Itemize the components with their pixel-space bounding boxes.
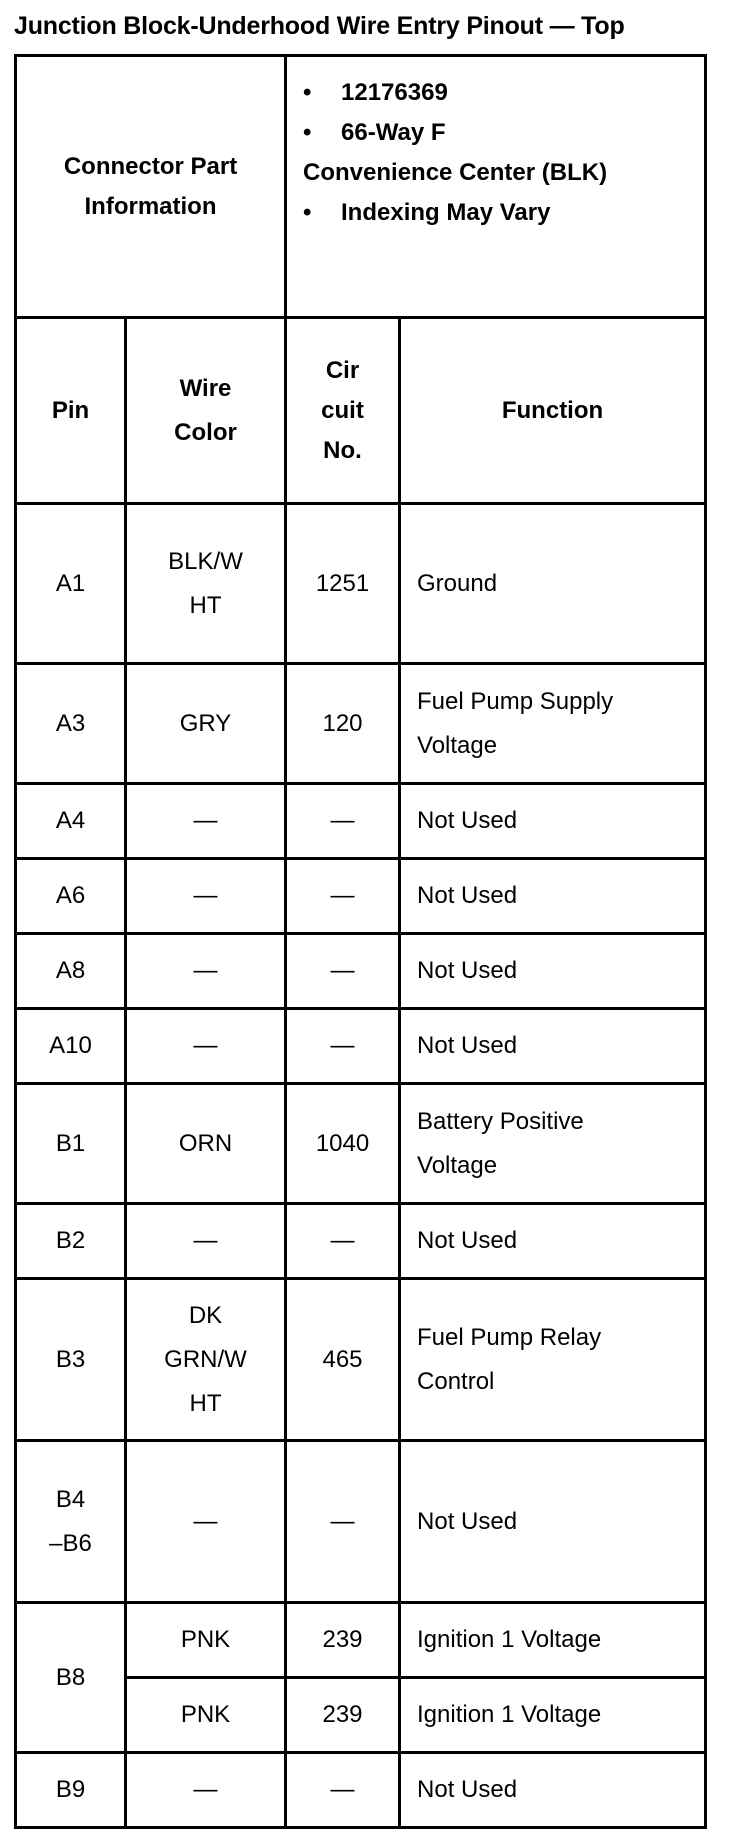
description-text: Convenience Center (BLK): [303, 159, 608, 186]
pin-cell: A1: [16, 504, 126, 664]
connector-info-list: [286, 56, 706, 318]
connector-info-row: [16, 56, 706, 318]
header-row: [16, 318, 706, 504]
wire-color-cell: —: [126, 1753, 286, 1828]
table-row: [16, 1084, 706, 1204]
pin-cell: B4 –B6: [16, 1441, 126, 1603]
wire-color-cell: GRY: [126, 664, 286, 784]
table-row: [16, 934, 706, 1009]
function-cell: Fuel Pump Supply Voltage: [400, 664, 706, 784]
header-wire-color: Wire Color: [126, 318, 286, 504]
circuit-cell: 1040: [286, 1084, 400, 1204]
table-row: [16, 504, 706, 664]
function-cell: Not Used: [400, 784, 706, 859]
function-cell: Not Used: [400, 859, 706, 934]
circuit-cell: 239: [286, 1678, 400, 1753]
table-row: [16, 664, 706, 784]
function-cell: Not Used: [400, 1441, 706, 1603]
function-cell: Not Used: [400, 1204, 706, 1279]
table-row: [16, 1204, 706, 1279]
table-row: [16, 859, 706, 934]
indexing-item: • Indexing May Vary: [303, 199, 551, 226]
function-cell: Battery Positive Voltage: [400, 1084, 706, 1204]
function-cell: Ignition 1 Voltage: [400, 1603, 706, 1678]
pin-cell: B1: [16, 1084, 126, 1204]
pin-cell: A10: [16, 1009, 126, 1084]
circuit-cell: —: [286, 1753, 400, 1828]
wire-color-cell: PNK: [126, 1603, 286, 1678]
wire-color-cell: ORN: [126, 1084, 286, 1204]
circuit-cell: —: [286, 859, 400, 934]
pin-cell: B2: [16, 1204, 126, 1279]
circuit-cell: 239: [286, 1603, 400, 1678]
circuit-cell: 465: [286, 1279, 400, 1441]
wire-color-cell: —: [126, 1441, 286, 1603]
circuit-cell: 1251: [286, 504, 400, 664]
circuit-cell: —: [286, 784, 400, 859]
pinout-table: [14, 54, 707, 1829]
header-pin: Pin: [16, 318, 126, 504]
circuit-cell: 120: [286, 664, 400, 784]
table-row: [16, 784, 706, 859]
wire-color-cell: DK GRN/W HT: [126, 1279, 286, 1441]
function-cell: Ignition 1 Voltage: [400, 1678, 706, 1753]
table-row: [16, 1279, 706, 1441]
function-cell: Not Used: [400, 1009, 706, 1084]
document-title: Junction Block-Underhood Wire Entry Pinout — Top: [14, 12, 625, 40]
table-row: [16, 1009, 706, 1084]
table-row: [16, 1441, 706, 1603]
pin-cell: A3: [16, 664, 126, 784]
part-number-item: • 12176369: [303, 79, 448, 106]
pin-cell: A8: [16, 934, 126, 1009]
ways-item: • 66-Way F: [303, 119, 446, 146]
header-circuit: Cir cuit No.: [286, 318, 400, 504]
function-cell: Not Used: [400, 1753, 706, 1828]
circuit-cell: —: [286, 1009, 400, 1084]
function-cell: Fuel Pump Relay Control: [400, 1279, 706, 1441]
wire-color-cell: —: [126, 784, 286, 859]
wire-color-cell: —: [126, 934, 286, 1009]
connector-info-label: Connector Part Information: [16, 56, 286, 318]
pin-cell: A4: [16, 784, 126, 859]
pin-cell: A6: [16, 859, 126, 934]
circuit-cell: —: [286, 1441, 400, 1603]
pin-cell: B3: [16, 1279, 126, 1441]
wire-color-cell: —: [126, 1009, 286, 1084]
circuit-cell: —: [286, 934, 400, 1009]
header-function: Function: [400, 318, 706, 504]
function-cell: Ground: [400, 504, 706, 664]
wire-color-cell: PNK: [126, 1678, 286, 1753]
pin-cell: B9: [16, 1753, 126, 1828]
wire-color-cell: BLK/W HT: [126, 504, 286, 664]
circuit-cell: —: [286, 1204, 400, 1279]
pin-cell: B8: [16, 1603, 126, 1753]
wire-color-cell: —: [126, 1204, 286, 1279]
wire-color-cell: —: [126, 859, 286, 934]
table-row: [16, 1753, 706, 1828]
table-row: [16, 1603, 706, 1678]
function-cell: Not Used: [400, 934, 706, 1009]
